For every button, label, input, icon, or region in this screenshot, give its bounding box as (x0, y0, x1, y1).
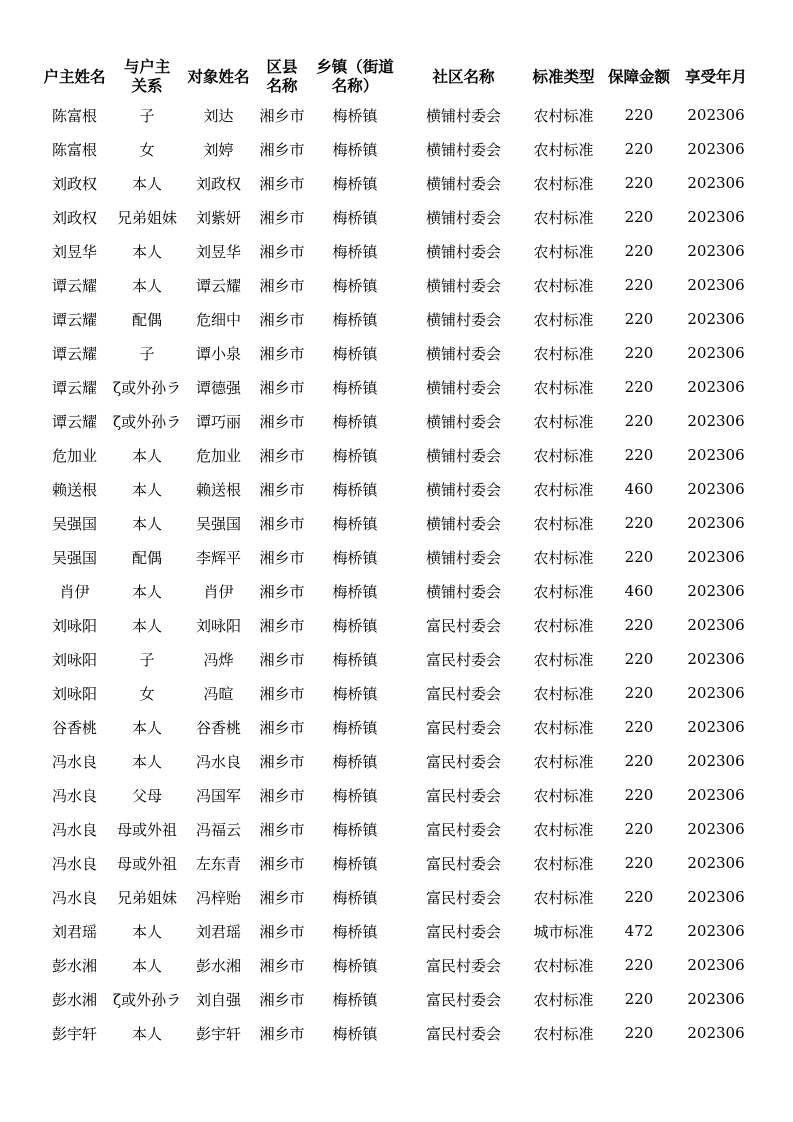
cell-householder-name: 谭云耀 (51, 276, 97, 295)
cell-township: 梅桥镇 (332, 344, 378, 363)
cell-community: 横铺村委会 (425, 208, 501, 227)
cell-standard-type: 农村标准 (533, 208, 594, 227)
cell-standard-type: 农村标准 (533, 854, 594, 873)
cell-township: 梅桥镇 (332, 242, 378, 261)
cell-community: 横铺村委会 (425, 276, 501, 295)
cell-householder-name: 冯水良 (51, 888, 97, 907)
cell-township: 梅桥镇 (332, 786, 378, 805)
cell-standard-type: 农村标准 (533, 888, 594, 907)
cell-month: 202306 (687, 888, 745, 906)
header-row (36, 56, 756, 98)
cell-county: 湘乡市 (259, 1024, 305, 1043)
cell-householder-name: 谭云耀 (51, 378, 97, 397)
table-row (36, 846, 756, 880)
cell-amount: 220 (624, 344, 654, 362)
cell-standard-type: 农村标准 (533, 990, 594, 1009)
cell-month: 202306 (687, 412, 745, 430)
table-row (36, 336, 756, 370)
cell-relationship: 本人 (131, 174, 162, 193)
cell-recipient-name: 彭水湘 (195, 956, 241, 975)
header-relationship: 与户主 关系 (123, 58, 171, 95)
cell-month: 202306 (687, 854, 745, 872)
cell-recipient-name: 左东青 (195, 854, 241, 873)
cell-township: 梅桥镇 (332, 106, 378, 125)
cell-recipient-name: 冯福云 (195, 820, 241, 839)
cell-recipient-name: 彭宇轩 (195, 1024, 241, 1043)
cell-month: 202306 (687, 1024, 745, 1042)
cell-householder-name: 刘君瑶 (51, 922, 97, 941)
cell-relationship: 配偶 (131, 548, 162, 567)
cell-amount: 220 (624, 548, 654, 566)
table-row (36, 166, 756, 200)
cell-householder-name: 刘咏阳 (51, 650, 97, 669)
cell-county: 湘乡市 (259, 888, 305, 907)
cell-township: 梅桥镇 (332, 412, 378, 431)
cell-community: 富民村委会 (425, 820, 501, 839)
cell-community: 富民村委会 (425, 922, 501, 941)
cell-township: 梅桥镇 (332, 684, 378, 703)
table-row (36, 540, 756, 574)
cell-relationship: 母或外祖 (116, 854, 177, 873)
cell-month: 202306 (687, 106, 745, 124)
header-recipient-name: 对象姓名 (187, 67, 250, 86)
cell-recipient-name: 吴强国 (195, 514, 241, 533)
cell-county: 湘乡市 (259, 276, 305, 295)
cell-community: 富民村委会 (425, 616, 501, 635)
cell-month: 202306 (687, 786, 745, 804)
cell-township: 梅桥镇 (332, 276, 378, 295)
cell-month: 202306 (687, 922, 745, 940)
cell-township: 梅桥镇 (332, 582, 378, 601)
cell-amount: 220 (624, 820, 654, 838)
cell-standard-type: 农村标准 (533, 310, 594, 329)
cell-recipient-name: 肖伊 (203, 582, 234, 601)
cell-relationship: ζ或外孙ラ (113, 378, 181, 397)
cell-householder-name: 赖送根 (51, 480, 97, 499)
cell-amount: 220 (624, 956, 654, 974)
header-community: 社区名称 (432, 67, 495, 86)
cell-recipient-name: 谭小泉 (195, 344, 241, 363)
cell-householder-name: 彭水湘 (51, 956, 97, 975)
cell-standard-type: 农村标准 (533, 718, 594, 737)
cell-householder-name: 刘昱华 (51, 242, 97, 261)
cell-recipient-name: 刘达 (203, 106, 234, 125)
cell-standard-type: 农村标准 (533, 106, 594, 125)
table-row (36, 506, 756, 540)
header-month: 享受年月 (684, 67, 747, 86)
cell-recipient-name: 冯国军 (195, 786, 241, 805)
cell-township: 梅桥镇 (332, 1024, 378, 1043)
cell-county: 湘乡市 (259, 990, 305, 1009)
cell-recipient-name: 刘政权 (195, 174, 241, 193)
cell-county: 湘乡市 (259, 752, 305, 771)
cell-relationship: 本人 (131, 276, 162, 295)
table-row (36, 370, 756, 404)
header-township: 乡镇（街道 名称） (316, 58, 394, 95)
table-row (36, 404, 756, 438)
cell-community: 富民村委会 (425, 786, 501, 805)
cell-county: 湘乡市 (259, 412, 305, 431)
table-row (36, 1016, 756, 1050)
cell-recipient-name: 冯烨 (203, 650, 234, 669)
cell-township: 梅桥镇 (332, 378, 378, 397)
table-row (36, 132, 756, 166)
cell-householder-name: 刘咏阳 (51, 616, 97, 635)
cell-recipient-name: 刘紫妍 (195, 208, 241, 227)
cell-householder-name: 陈富根 (51, 106, 97, 125)
cell-standard-type: 农村标准 (533, 548, 594, 567)
cell-relationship: 本人 (131, 446, 162, 465)
cell-relationship: 本人 (131, 718, 162, 737)
cell-relationship: 母或外祖 (116, 820, 177, 839)
cell-relationship: 女 (139, 140, 155, 159)
cell-relationship: 本人 (131, 1024, 162, 1043)
cell-amount: 220 (624, 752, 654, 770)
cell-standard-type: 农村标准 (533, 276, 594, 295)
cell-householder-name: 刘政权 (51, 208, 97, 227)
cell-amount: 220 (624, 412, 654, 430)
cell-recipient-name: 李辉平 (195, 548, 241, 567)
cell-amount: 220 (624, 140, 654, 158)
table-body (36, 98, 756, 1050)
cell-amount: 220 (624, 616, 654, 634)
cell-month: 202306 (687, 514, 745, 532)
cell-amount: 220 (624, 718, 654, 736)
cell-householder-name: 谭云耀 (51, 310, 97, 329)
cell-householder-name: 谷香桃 (51, 718, 97, 737)
cell-standard-type: 农村标准 (533, 344, 594, 363)
cell-community: 富民村委会 (425, 684, 501, 703)
cell-month: 202306 (687, 752, 745, 770)
cell-township: 梅桥镇 (332, 752, 378, 771)
cell-standard-type: 农村标准 (533, 446, 594, 465)
cell-township: 梅桥镇 (332, 956, 378, 975)
cell-county: 湘乡市 (259, 310, 305, 329)
cell-householder-name: 刘政权 (51, 174, 97, 193)
cell-township: 梅桥镇 (332, 854, 378, 873)
cell-relationship: 本人 (131, 616, 162, 635)
cell-county: 湘乡市 (259, 582, 305, 601)
cell-community: 富民村委会 (425, 650, 501, 669)
cell-householder-name: 肖伊 (59, 582, 90, 601)
cell-community: 横铺村委会 (425, 582, 501, 601)
cell-standard-type: 城市标准 (533, 922, 594, 941)
cell-recipient-name: 刘咏阳 (195, 616, 241, 635)
cell-county: 湘乡市 (259, 854, 305, 873)
cell-county: 湘乡市 (259, 208, 305, 227)
cell-recipient-name: 刘自强 (195, 990, 241, 1009)
cell-relationship: 子 (139, 106, 155, 125)
cell-recipient-name: 危细中 (195, 310, 241, 329)
cell-township: 梅桥镇 (332, 650, 378, 669)
cell-standard-type: 农村标准 (533, 242, 594, 261)
cell-county: 湘乡市 (259, 106, 305, 125)
cell-householder-name: 刘咏阳 (51, 684, 97, 703)
cell-householder-name: 谭云耀 (51, 412, 97, 431)
cell-householder-name: 冯水良 (51, 820, 97, 839)
table-row (36, 98, 756, 132)
cell-township: 梅桥镇 (332, 140, 378, 159)
cell-standard-type: 农村标准 (533, 650, 594, 669)
table-row (36, 744, 756, 778)
cell-recipient-name: 谭德强 (195, 378, 241, 397)
cell-month: 202306 (687, 616, 745, 634)
cell-householder-name: 谭云耀 (51, 344, 97, 363)
cell-amount: 220 (624, 378, 654, 396)
table-row (36, 642, 756, 676)
cell-relationship: 配偶 (131, 310, 162, 329)
cell-month: 202306 (687, 446, 745, 464)
table-row (36, 948, 756, 982)
cell-community: 富民村委会 (425, 752, 501, 771)
cell-amount: 460 (624, 480, 654, 498)
table-row (36, 812, 756, 846)
cell-amount: 472 (624, 922, 654, 940)
cell-township: 梅桥镇 (332, 820, 378, 839)
cell-township: 梅桥镇 (332, 446, 378, 465)
relief-roster-table (36, 56, 756, 1050)
table-row (36, 574, 756, 608)
cell-standard-type: 农村标准 (533, 582, 594, 601)
cell-amount: 220 (624, 1024, 654, 1042)
table-row (36, 710, 756, 744)
cell-relationship: ζ或外孙ラ (113, 990, 181, 1009)
cell-amount: 220 (624, 854, 654, 872)
cell-community: 横铺村委会 (425, 242, 501, 261)
cell-county: 湘乡市 (259, 378, 305, 397)
cell-community: 横铺村委会 (425, 480, 501, 499)
cell-recipient-name: 谷香桃 (195, 718, 241, 737)
cell-county: 湘乡市 (259, 174, 305, 193)
cell-standard-type: 农村标准 (533, 752, 594, 771)
cell-relationship: 本人 (131, 922, 162, 941)
cell-recipient-name: 危加业 (195, 446, 241, 465)
table-row (36, 778, 756, 812)
cell-community: 富民村委会 (425, 854, 501, 873)
cell-amount: 220 (624, 106, 654, 124)
cell-month: 202306 (687, 242, 745, 260)
cell-amount: 220 (624, 650, 654, 668)
cell-relationship: 本人 (131, 752, 162, 771)
header-householder-name: 户主姓名 (43, 67, 106, 86)
cell-householder-name: 吴强国 (51, 514, 97, 533)
cell-relationship: 本人 (131, 514, 162, 533)
cell-township: 梅桥镇 (332, 548, 378, 567)
cell-householder-name: 彭水湘 (51, 990, 97, 1009)
cell-month: 202306 (687, 582, 745, 600)
cell-standard-type: 农村标准 (533, 378, 594, 397)
cell-month: 202306 (687, 276, 745, 294)
table-row (36, 608, 756, 642)
cell-community: 横铺村委会 (425, 140, 501, 159)
cell-amount: 220 (624, 208, 654, 226)
cell-householder-name: 冯水良 (51, 786, 97, 805)
cell-recipient-name: 刘婷 (203, 140, 234, 159)
cell-householder-name: 冯水良 (51, 854, 97, 873)
cell-month: 202306 (687, 344, 745, 362)
cell-county: 湘乡市 (259, 956, 305, 975)
cell-month: 202306 (687, 480, 745, 498)
cell-amount: 220 (624, 276, 654, 294)
cell-month: 202306 (687, 684, 745, 702)
cell-amount: 220 (624, 514, 654, 532)
cell-recipient-name: 冯梓贻 (195, 888, 241, 907)
cell-standard-type: 农村标准 (533, 820, 594, 839)
cell-month: 202306 (687, 820, 745, 838)
cell-relationship: 女 (139, 684, 155, 703)
cell-relationship: 兄弟姐妹 (116, 208, 177, 227)
cell-township: 梅桥镇 (332, 208, 378, 227)
cell-recipient-name: 冯暄 (203, 684, 234, 703)
cell-township: 梅桥镇 (332, 514, 378, 533)
cell-householder-name: 彭宇轩 (51, 1024, 97, 1043)
cell-amount: 220 (624, 174, 654, 192)
header-amount: 保障金额 (607, 67, 670, 86)
cell-relationship: 兄弟姐妹 (116, 888, 177, 907)
cell-county: 湘乡市 (259, 514, 305, 533)
cell-amount: 220 (624, 310, 654, 328)
cell-month: 202306 (687, 650, 745, 668)
cell-township: 梅桥镇 (332, 480, 378, 499)
cell-month: 202306 (687, 990, 745, 1008)
cell-standard-type: 农村标准 (533, 616, 594, 635)
cell-township: 梅桥镇 (332, 888, 378, 907)
cell-relationship: 本人 (131, 956, 162, 975)
cell-householder-name: 冯水良 (51, 752, 97, 771)
cell-community: 富民村委会 (425, 1024, 501, 1043)
cell-township: 梅桥镇 (332, 174, 378, 193)
table-row (36, 676, 756, 710)
relief-roster-sheet (36, 56, 756, 1050)
table-row (36, 472, 756, 506)
cell-township: 梅桥镇 (332, 616, 378, 635)
cell-month: 202306 (687, 956, 745, 974)
cell-relationship: ζ或外孙ラ (113, 412, 181, 431)
cell-month: 202306 (687, 310, 745, 328)
cell-standard-type: 农村标准 (533, 514, 594, 533)
cell-standard-type: 农村标准 (533, 412, 594, 431)
cell-amount: 220 (624, 242, 654, 260)
cell-month: 202306 (687, 378, 745, 396)
cell-county: 湘乡市 (259, 922, 305, 941)
cell-relationship: 本人 (131, 480, 162, 499)
cell-householder-name: 危加业 (51, 446, 97, 465)
cell-standard-type: 农村标准 (533, 174, 594, 193)
table-row (36, 438, 756, 472)
cell-community: 富民村委会 (425, 956, 501, 975)
table-row (36, 914, 756, 948)
cell-month: 202306 (687, 174, 745, 192)
cell-amount: 220 (624, 446, 654, 464)
cell-amount: 220 (624, 684, 654, 702)
cell-county: 湘乡市 (259, 650, 305, 669)
cell-community: 横铺村委会 (425, 378, 501, 397)
cell-community: 富民村委会 (425, 990, 501, 1009)
cell-relationship: 父母 (131, 786, 162, 805)
cell-recipient-name: 刘昱华 (195, 242, 241, 261)
cell-community: 横铺村委会 (425, 174, 501, 193)
cell-community: 富民村委会 (425, 718, 501, 737)
cell-county: 湘乡市 (259, 480, 305, 499)
cell-community: 横铺村委会 (425, 106, 501, 125)
cell-community: 富民村委会 (425, 888, 501, 907)
cell-relationship: 子 (139, 650, 155, 669)
cell-community: 横铺村委会 (425, 514, 501, 533)
cell-relationship: 本人 (131, 582, 162, 601)
cell-recipient-name: 冯水良 (195, 752, 241, 771)
cell-relationship: 本人 (131, 242, 162, 261)
cell-community: 横铺村委会 (425, 310, 501, 329)
table-row (36, 982, 756, 1016)
cell-county: 湘乡市 (259, 616, 305, 635)
cell-month: 202306 (687, 718, 745, 736)
cell-standard-type: 农村标准 (533, 480, 594, 499)
cell-county: 湘乡市 (259, 548, 305, 567)
table-row (36, 200, 756, 234)
cell-recipient-name: 刘君瑶 (195, 922, 241, 941)
cell-amount: 220 (624, 786, 654, 804)
cell-amount: 220 (624, 888, 654, 906)
cell-county: 湘乡市 (259, 820, 305, 839)
table-row (36, 234, 756, 268)
cell-county: 湘乡市 (259, 242, 305, 261)
header-county: 区县 名称 (266, 58, 298, 95)
cell-standard-type: 农村标准 (533, 786, 594, 805)
cell-community: 横铺村委会 (425, 412, 501, 431)
cell-county: 湘乡市 (259, 684, 305, 703)
cell-county: 湘乡市 (259, 140, 305, 159)
table-row (36, 268, 756, 302)
cell-county: 湘乡市 (259, 786, 305, 805)
cell-community: 横铺村委会 (425, 446, 501, 465)
table-row (36, 302, 756, 336)
cell-recipient-name: 赖送根 (195, 480, 241, 499)
cell-county: 湘乡市 (259, 344, 305, 363)
cell-amount: 460 (624, 582, 654, 600)
cell-township: 梅桥镇 (332, 718, 378, 737)
cell-community: 横铺村委会 (425, 344, 501, 363)
cell-month: 202306 (687, 548, 745, 566)
cell-township: 梅桥镇 (332, 922, 378, 941)
cell-standard-type: 农村标准 (533, 956, 594, 975)
cell-county: 湘乡市 (259, 718, 305, 737)
cell-township: 梅桥镇 (332, 990, 378, 1009)
cell-standard-type: 农村标准 (533, 1024, 594, 1043)
cell-standard-type: 农村标准 (533, 684, 594, 703)
cell-householder-name: 吴强国 (51, 548, 97, 567)
cell-amount: 220 (624, 990, 654, 1008)
cell-householder-name: 陈富根 (51, 140, 97, 159)
cell-township: 梅桥镇 (332, 310, 378, 329)
cell-recipient-name: 谭巧丽 (195, 412, 241, 431)
cell-standard-type: 农村标准 (533, 140, 594, 159)
cell-month: 202306 (687, 208, 745, 226)
cell-relationship: 子 (139, 344, 155, 363)
cell-recipient-name: 谭云耀 (195, 276, 241, 295)
cell-county: 湘乡市 (259, 446, 305, 465)
header-standard-type: 标准类型 (532, 67, 595, 86)
cell-month: 202306 (687, 140, 745, 158)
table-row (36, 880, 756, 914)
cell-community: 横铺村委会 (425, 548, 501, 567)
